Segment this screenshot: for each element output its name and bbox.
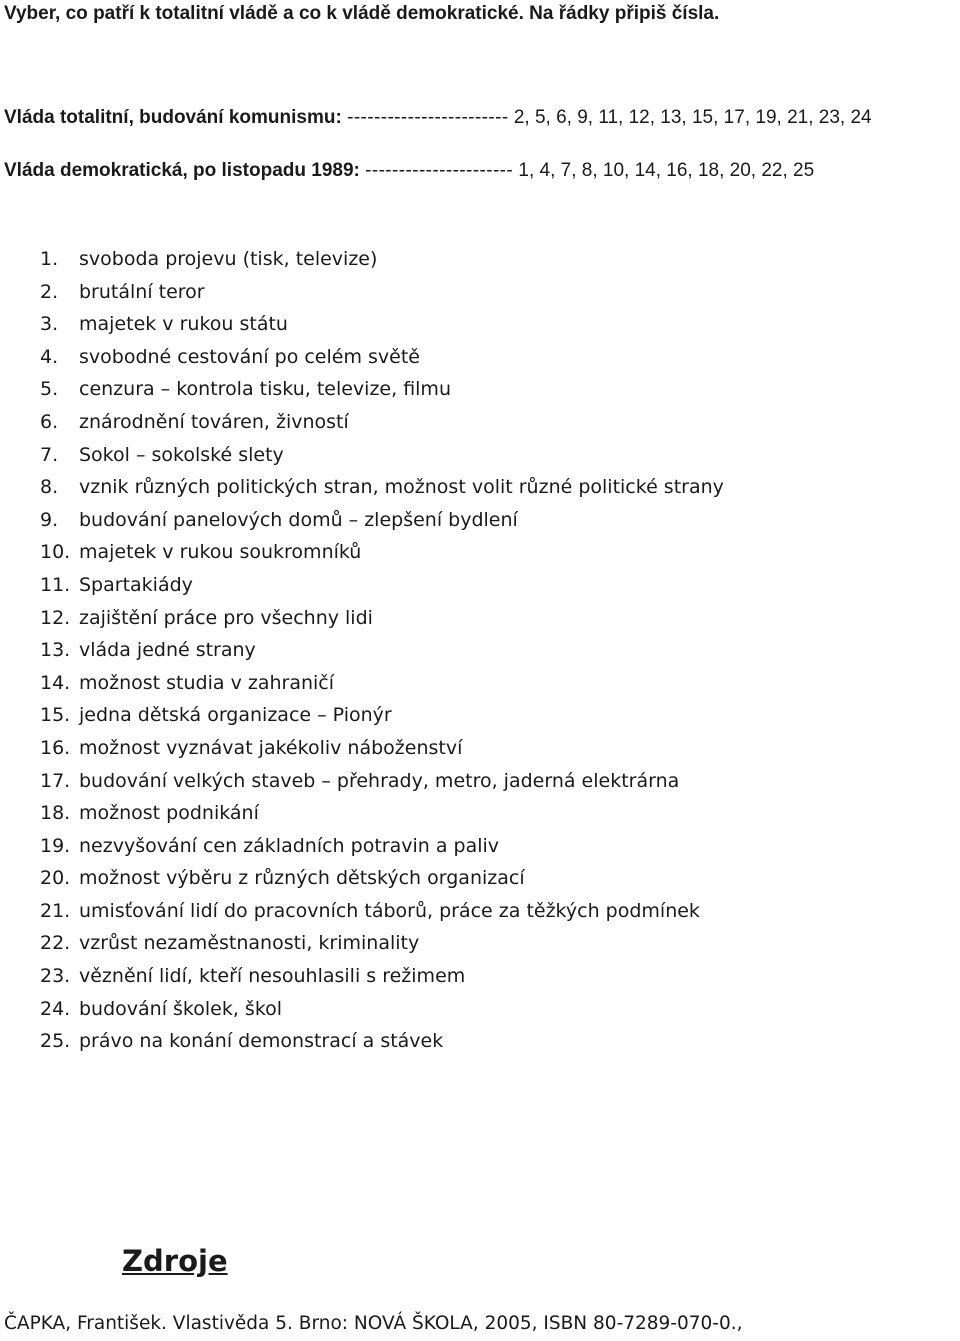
list-item-number: 2. — [40, 280, 59, 303]
list-item-number: 9. — [40, 508, 59, 531]
list-item-text: věznění lidí, kteří nesouhlasili s režimem — [79, 965, 466, 988]
list-item-text: vznik různých politických stran, možnost volit různé politické strany — [79, 476, 724, 499]
list-item — [40, 373, 724, 406]
list-item-number: 25. — [40, 1030, 71, 1053]
answer-numbers-totalitarian: 2, 5, 6, 9, 11, 12, 13, 15, 17, 19, 21, 23, 24 — [513, 107, 872, 128]
list-item — [40, 830, 724, 863]
list-item-number: 21. — [40, 899, 71, 922]
source-citation: ČAPKA, František. Vlastivěda 5. Brno: NOVÁ ŠKOLA, 2005, ISBN 80-7289-070-0., — [4, 1313, 743, 1334]
list-item — [40, 341, 724, 374]
list-item — [40, 993, 724, 1026]
list-item-text: vzrůst nezaměstnanosti, kriminality — [79, 932, 420, 955]
list-item — [40, 699, 724, 732]
list-item-text: cenzura – kontrola tisku, televize, filmu — [79, 378, 451, 401]
list-item-text: brutální teror — [79, 280, 205, 303]
list-item-number: 24. — [40, 997, 71, 1020]
list-item-text: jedna dětská organizace – Pionýr — [79, 704, 392, 727]
list-item-number: 1. — [40, 248, 59, 270]
list-item-number: 7. — [40, 443, 59, 466]
list-item-text: majetek v rukou soukromníků — [79, 541, 362, 564]
answer-dashes-totalitarian: ------------------------ — [347, 107, 509, 128]
instruction-text: Vyber, co patří k totalitní vládě a co k vládě demokratické. Na řádky připiš čísla. — [4, 3, 720, 24]
list-item — [40, 895, 724, 928]
list-item-text: umisťování lidí do pracovních táborů, práce za těžkých podmínek — [79, 899, 700, 922]
list-item-text: budování školek, škol — [79, 997, 283, 1020]
list-item-number: 18. — [40, 802, 71, 825]
list-item — [40, 536, 724, 569]
list-item — [40, 960, 724, 993]
list-item-text: možnost výběru z různých dětských organizací — [79, 867, 525, 890]
list-item-number: 17. — [40, 769, 71, 792]
list-item-number: 8. — [40, 476, 59, 499]
list-item-text: právo na konání demonstrací a stávek — [79, 1030, 444, 1053]
list-item-number: 12. — [40, 606, 71, 629]
list-item — [40, 1025, 724, 1058]
list-item-text: Sokol – sokolské slety — [79, 443, 284, 466]
statement-list — [40, 243, 724, 1058]
list-item-number: 16. — [40, 736, 71, 759]
list-item-text: zajištění práce pro všechny lidi — [79, 606, 373, 629]
list-item — [40, 927, 724, 960]
list-item — [40, 504, 724, 537]
list-item — [40, 765, 724, 798]
list-item-text: Spartakiády — [79, 573, 193, 596]
list-item-text: možnost podnikání — [79, 802, 259, 825]
list-item-text: budování panelových domů – zlepšení bydlení — [79, 508, 518, 531]
answer-label-democratic: Vláda demokratická, po listopadu 1989: — [4, 160, 360, 181]
list-item-number: 15. — [40, 704, 71, 727]
list-item — [40, 797, 724, 830]
list-item-number: 4. — [40, 345, 59, 368]
list-item — [40, 406, 724, 439]
list-item — [40, 862, 724, 895]
list-item — [40, 308, 724, 341]
list-item-number: 13. — [40, 639, 71, 662]
answer-line-totalitarian — [4, 105, 872, 131]
list-item-text: svobodné cestování po celém světě — [79, 345, 420, 368]
list-item-number: 5. — [40, 378, 59, 401]
list-item-text: svoboda projevu (tisk, televize) — [79, 248, 378, 270]
list-item-number: 22. — [40, 932, 71, 955]
list-item-text: vláda jedné strany — [79, 639, 256, 662]
list-item — [40, 439, 724, 472]
list-item — [40, 667, 724, 700]
answer-label-totalitarian: Vláda totalitní, budování komunismu: — [4, 107, 342, 128]
list-item-text: možnost vyznávat jakékoliv náboženství — [79, 736, 463, 759]
list-item-number: 19. — [40, 834, 71, 857]
list-item-number: 20. — [40, 867, 71, 890]
list-item — [40, 471, 724, 504]
answer-numbers-democratic: 1, 4, 7, 8, 10, 14, 16, 18, 20, 22, 25 — [518, 160, 815, 181]
list-item-text: majetek v rukou státu — [79, 313, 288, 336]
list-item-number: 11. — [40, 573, 71, 596]
list-item-number: 3. — [40, 313, 59, 336]
list-item — [40, 276, 724, 309]
list-item-text: znárodnění továren, živností — [79, 410, 349, 433]
list-item — [40, 243, 724, 276]
list-item — [40, 569, 724, 602]
list-item-number: 10. — [40, 541, 71, 564]
list-item-text: možnost studia v zahraničí — [79, 671, 335, 694]
list-item-number: 14. — [40, 671, 71, 694]
list-item — [40, 732, 724, 765]
answer-dashes-democratic: ---------------------- — [365, 160, 514, 181]
list-item-text: budování velkých staveb – přehrady, metro, jaderná elektrárna — [79, 769, 680, 792]
list-item — [40, 602, 724, 635]
list-item-number: 6. — [40, 410, 59, 433]
list-item-text: nezvyšování cen základních potravin a paliv — [79, 834, 500, 857]
list-item-number: 23. — [40, 965, 71, 988]
list-item — [40, 634, 724, 667]
answer-line-democratic — [4, 158, 814, 184]
sources-heading: Zdroje — [122, 1244, 228, 1278]
